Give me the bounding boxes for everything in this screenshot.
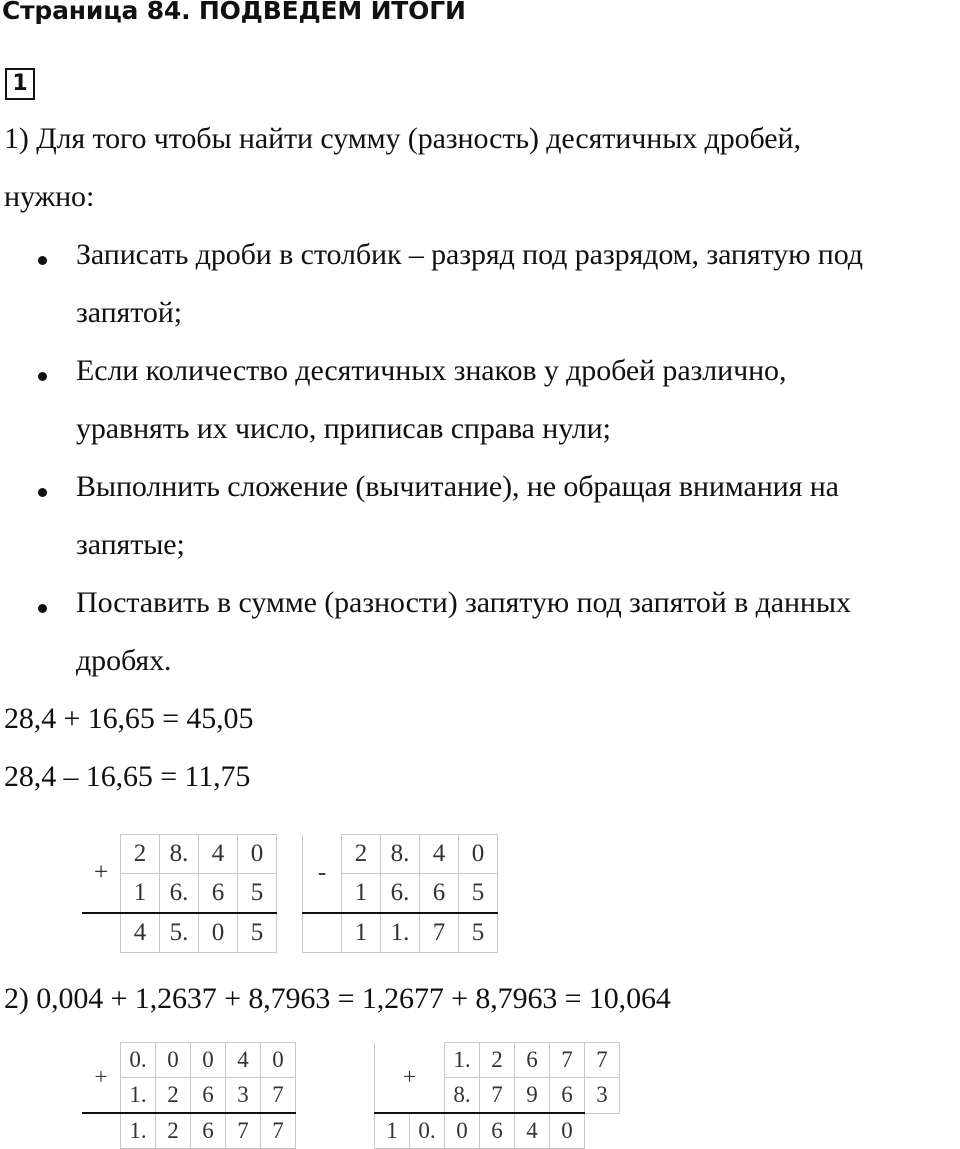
digit-cell: 7 [550,1043,585,1078]
digit-cell: 4 [121,913,160,953]
digit-cell: 0 [550,1113,585,1149]
digit-cell: 1. [121,1113,156,1149]
task-number: 1 [5,68,35,100]
digit-cell: 2 [480,1043,515,1078]
page-title: Страница 84. ПОДВЕДЕМ ИТОГИ [2,0,466,25]
plus-sign: + [82,1043,121,1114]
column-subtraction-table [302,834,498,953]
digit-cell: 0 [191,1043,226,1078]
digit-cell: 7 [585,1043,620,1078]
digit-cell: 7 [480,1078,515,1114]
digit-cell: 0 [445,1113,480,1149]
bullet-icon [38,488,47,497]
digit-cell: 6 [480,1113,515,1149]
column-addition-table [82,834,277,953]
digit-cell: 5 [459,913,498,953]
digit-cell: 3 [585,1078,620,1114]
digit-cell: 0. [410,1113,445,1149]
digit-cell: 0. [121,1043,156,1078]
digit-cell: 1 [375,1113,410,1149]
digit-cell: 1 [342,913,381,953]
digit-cell: 1. [381,913,420,953]
bullet-icon [38,372,47,381]
digit-cell: 7 [261,1113,296,1149]
plus-sign: + [375,1043,445,1114]
bullet-3-line-1: Выполнить сложение (вычитание), не обращая внимания на [76,470,839,503]
digit-cell: 6. [160,874,199,914]
intro-line-1: 1) Для того чтобы найти сумму (разность) десятичных дробей, [4,122,801,155]
column-addition-table-3 [374,1042,620,1149]
bullet-2-line-2: уравнять их число, приписав справа нули; [76,412,611,445]
bullet-4-line-1: Поставить в сумме (разности) запятую под запятой в данных [76,586,851,619]
empty-cell [82,913,121,953]
digit-cell: 9 [515,1078,550,1114]
equation-three-terms: 2) 0,004 + 1,2637 + 8,7963 = 1,2677 + 8,7963 = 10,064 [4,982,671,1015]
bullet-1-line-1: Записать дроби в столбик – разряд под разрядом, запятую под [76,238,863,271]
digit-cell: 4 [199,835,238,874]
digit-cell: 6 [199,874,238,914]
empty-cell [303,913,342,953]
digit-cell: 1. [445,1043,480,1078]
bullet-2-line-1: Если количество десятичных знаков у дробей различно, [76,354,787,387]
digit-cell: 7 [226,1113,261,1149]
digit-cell: 5. [160,913,199,953]
intro-line-2: нужно: [4,180,95,213]
minus-sign: - [303,835,342,914]
digit-cell: 3 [226,1078,261,1114]
bullet-1-line-2: запятой; [76,296,182,329]
digit-cell: 6 [515,1043,550,1078]
digit-cell: 1. [121,1078,156,1114]
digit-cell: 2 [156,1113,191,1149]
digit-cell: 2 [342,835,381,874]
bullet-3-line-2: запятые; [76,528,185,561]
digit-cell: 0 [261,1043,296,1078]
digit-cell: 0 [156,1043,191,1078]
digit-cell: 2 [121,835,160,874]
plus-sign: + [82,835,121,914]
digit-cell: 5 [238,913,277,953]
digit-cell: 0 [199,913,238,953]
digit-cell: 5 [238,874,277,914]
digit-cell: 8. [445,1078,480,1114]
digit-cell: 4 [420,835,459,874]
digit-cell: 6 [191,1113,226,1149]
digit-cell: 4 [226,1043,261,1078]
digit-cell: 7 [261,1078,296,1114]
digit-cell: 8. [160,835,199,874]
bullet-icon [38,256,47,265]
digit-cell: 0 [459,835,498,874]
equation-difference: 28,4 – 16,65 = 11,75 [4,760,251,793]
digit-cell: 1 [121,874,160,914]
digit-cell: 5 [459,874,498,914]
digit-cell: 7 [420,913,459,953]
column-addition-table-2 [82,1042,296,1149]
digit-cell: 6 [420,874,459,914]
bullet-icon [38,604,47,613]
bullet-4-line-2: дробях. [76,644,172,677]
digit-cell: 0 [238,835,277,874]
digit-cell: 2 [156,1078,191,1114]
digit-cell: 1 [342,874,381,914]
equation-sum: 28,4 + 16,65 = 45,05 [4,702,254,735]
digit-cell: 6 [191,1078,226,1114]
digit-cell: 4 [515,1113,550,1149]
digit-cell: 8. [381,835,420,874]
digit-cell: 6 [550,1078,585,1114]
empty-cell [82,1113,121,1149]
digit-cell: 6. [381,874,420,914]
